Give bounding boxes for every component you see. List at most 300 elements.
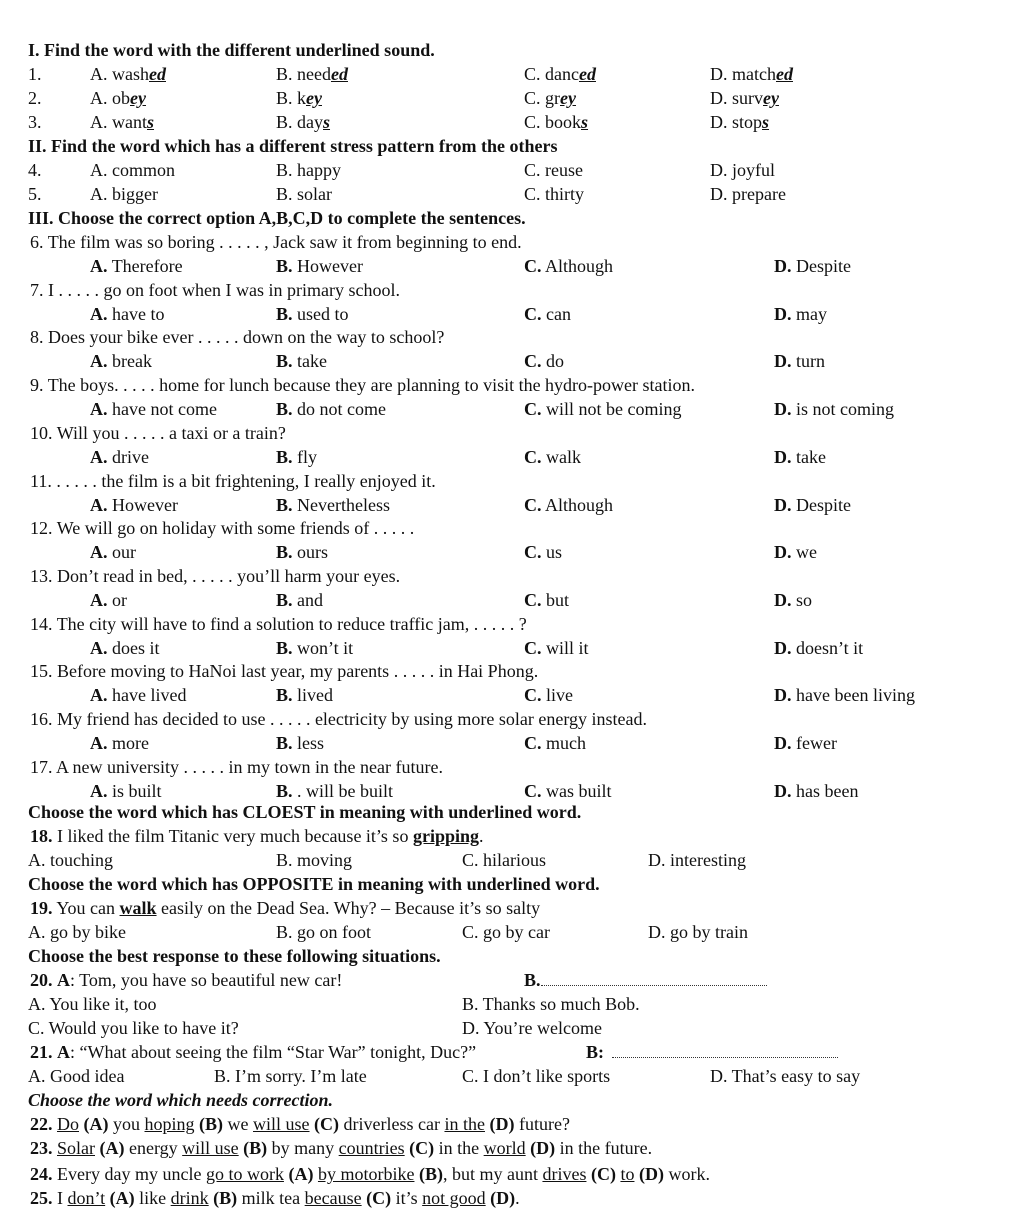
option-text: will it (546, 637, 589, 658)
answer-option-c[interactable]: C. thirty (524, 184, 585, 204)
answer-option-a[interactable]: A. touching (28, 850, 113, 870)
underlined-segment[interactable]: will use (182, 1138, 239, 1158)
question-text (30, 1162, 710, 1186)
option-stem: D. surv (710, 88, 763, 108)
answer-option-d[interactable] (774, 302, 827, 326)
underlined-segment[interactable]: world (483, 1138, 526, 1158)
answer-option-d[interactable] (710, 62, 793, 86)
section-heading (0, 134, 1024, 158)
answer-option-c[interactable]: C. reuse (524, 160, 583, 180)
options-row (0, 254, 1024, 278)
question-text (30, 1040, 476, 1064)
choice-marker: (A) (283, 1164, 314, 1184)
answer-option-a[interactable] (90, 110, 154, 134)
underlined-segment[interactable]: go to work (205, 1164, 284, 1184)
dialogue-line: : Tom, you have so beautiful new car! (70, 970, 343, 990)
question-stem: Will you . . . . . a taxi or a train? (56, 422, 286, 443)
options-row (0, 445, 1024, 469)
option-stem: D. stop (710, 112, 763, 132)
option-letter: D. (774, 399, 792, 420)
answer-option-b[interactable]: B. I’m sorry. I’m late (214, 1066, 367, 1086)
option-text: our (112, 542, 136, 563)
speaker-label: A (57, 970, 70, 990)
option-text: walk (546, 446, 581, 467)
option-letter: A. (90, 589, 108, 610)
option-stem: B. day (276, 112, 323, 132)
underlined-sound: ey (306, 88, 322, 108)
option-letter: C. (524, 351, 542, 372)
option-stem: B. need (276, 64, 331, 84)
underlined-segment[interactable]: don’t (67, 1188, 106, 1208)
options-row (0, 493, 1024, 517)
question-stem: The film was so boring . . . . . , Jack saw it from beginning to end. (47, 232, 522, 252)
answer-blank[interactable] (612, 1041, 838, 1058)
answer-option-c[interactable] (524, 254, 613, 278)
answer-option-b[interactable] (276, 445, 317, 469)
answer-option-b[interactable] (276, 110, 330, 134)
answer-option-a[interactable] (90, 62, 166, 86)
answer-option-c[interactable] (524, 540, 562, 564)
question-stem-line (0, 421, 1024, 445)
option-text: do not come (297, 399, 386, 420)
answer-option-d[interactable] (710, 86, 779, 110)
option-letter: D. (774, 446, 792, 467)
option-text: However (297, 256, 363, 276)
option-text: more (112, 733, 149, 753)
section-heading (0, 1088, 1024, 1112)
underlined-sound: ey (763, 88, 779, 108)
question-stem: The city will have to find a solution to reduce traffic jam, . . . . . ? (56, 613, 527, 634)
question-text (30, 612, 527, 636)
option-letter: D. (774, 733, 792, 753)
underlined-segment[interactable]: in the (444, 1114, 485, 1134)
option-text: Although (545, 494, 614, 515)
underlined-sound: ed (149, 64, 166, 84)
answer-option-a[interactable] (90, 540, 136, 564)
section-heading: Choose the word which has CLOEST in meaning with underlined word. (28, 802, 582, 822)
question-stem-end: easily on the Dead Sea. Why? – Because it’s so salty (156, 898, 541, 918)
sentence-text: you (108, 1114, 145, 1134)
question-stem: . . . . . the film is a bit frightening, I really enjoyed it. (56, 470, 436, 491)
answer-option-c[interactable] (524, 302, 571, 326)
underlined-sound: s (323, 112, 331, 132)
answer-option-a[interactable]: A. go by bike (28, 922, 126, 942)
choice-marker: (D) (485, 1188, 516, 1208)
option-stem: A. want (90, 112, 147, 132)
question-text (30, 278, 400, 302)
question-stem-line (0, 968, 1024, 992)
answer-option-d[interactable] (774, 683, 915, 707)
answer-option-a[interactable] (90, 302, 164, 326)
question-number: 12. (30, 518, 53, 539)
option-stem: C. book (524, 112, 582, 132)
option-text: drive (112, 446, 149, 467)
options-row (0, 588, 1024, 612)
question-stem-line (0, 516, 1024, 540)
option-letter: A. (90, 685, 108, 706)
answer-option-b[interactable] (276, 397, 386, 421)
option-text: have not come (112, 399, 217, 420)
answer-option-c[interactable] (524, 445, 581, 469)
option-text: has been (796, 780, 859, 801)
option-text: fewer (796, 733, 837, 753)
option-letter: C. (524, 399, 542, 420)
answer-option-d[interactable] (774, 731, 837, 755)
question-stem-line (0, 373, 1024, 397)
answer-option-d[interactable]: D. go by train (648, 922, 748, 942)
choice-marker: (A) (105, 1188, 135, 1208)
option-text: live (546, 685, 573, 706)
option-stem: A. ob (90, 88, 130, 108)
option-letter: B. (276, 446, 293, 467)
option-stem: B. k (276, 88, 307, 108)
option-text: so (796, 589, 813, 610)
underlined-word: gripping (412, 826, 479, 846)
answer-blank[interactable] (541, 969, 767, 986)
option-text: Although (545, 256, 614, 276)
answer-option-a[interactable] (90, 254, 183, 278)
option-text: will not be coming (546, 399, 682, 420)
answer-option-d[interactable] (774, 588, 812, 612)
options-row (0, 992, 1024, 1016)
question-stem-line (0, 612, 1024, 636)
option-letter: A. (90, 399, 108, 420)
answer-option-c[interactable] (524, 683, 573, 707)
underlined-sound: s (147, 112, 155, 132)
underlined-sound: ey (560, 88, 576, 108)
underlined-sound: ey (130, 88, 146, 108)
question-text (30, 373, 695, 397)
question-stem-line (0, 896, 1024, 920)
sentence-text: milk tea (237, 1188, 305, 1208)
question-text (30, 707, 647, 731)
answer-option-a[interactable] (90, 493, 178, 517)
option-text: and (297, 589, 324, 610)
section-heading-7: Choose the word which needs correction. (28, 1090, 334, 1110)
answer-option-d[interactable]: D. joyful (710, 160, 775, 180)
underlined-segment[interactable]: drives (542, 1164, 587, 1184)
answer-option-b[interactable]: B. go on foot (276, 922, 372, 942)
answer-option-c[interactable] (524, 349, 564, 373)
answer-option-a[interactable] (90, 349, 152, 373)
question-row (0, 158, 1024, 182)
answer-option-b[interactable]: B. happy (276, 160, 341, 180)
section-heading-6: Choose the best response to these following situations. (28, 946, 441, 966)
sentence-text: driverless car (339, 1114, 445, 1134)
option-letter: A. (90, 351, 108, 372)
answer-option-b[interactable] (276, 636, 353, 660)
option-text: or (112, 589, 127, 610)
question-stem: Don’t read in bed, . . . . . you’ll harm your eyes. (57, 565, 401, 586)
underlined-segment[interactable]: hoping (144, 1114, 195, 1134)
answer-option-a[interactable] (90, 731, 149, 755)
section-heading (0, 944, 1024, 968)
answer-option-d[interactable] (774, 397, 894, 421)
underlined-segment[interactable]: will use (253, 1114, 310, 1134)
answer-option-d[interactable] (774, 445, 826, 469)
question-stem: I liked the film Titanic very much because it’s so (57, 826, 413, 846)
option-letter: A. (90, 780, 108, 801)
question-number: 4. (28, 160, 42, 180)
option-text: Therefore (111, 256, 183, 276)
answer-option-d[interactable]: D. interesting (648, 850, 746, 870)
section-heading-1: I. Find the word with the different underlined sound. (28, 40, 435, 60)
question-stem-line (0, 1186, 1024, 1210)
question-stem-line (0, 469, 1024, 493)
question-number: 7. (30, 279, 44, 300)
choice-marker: (C) (404, 1138, 435, 1158)
answer-option-d[interactable]: D. prepare (710, 184, 786, 204)
answer-option-d[interactable]: D. That’s easy to say (710, 1066, 861, 1086)
question-text (30, 516, 414, 540)
answer-option-a[interactable] (90, 683, 186, 707)
question-number: 15. (30, 661, 53, 682)
option-letter: C. (524, 494, 542, 515)
question-stem-line (0, 1040, 1024, 1064)
option-letter: C. (524, 256, 542, 276)
choice-marker: (C) (586, 1164, 616, 1184)
underlined-segment[interactable]: by motorbike (317, 1164, 415, 1184)
question-stem-line (0, 1136, 1024, 1160)
sentence-text: I (57, 1188, 68, 1208)
underlined-segment[interactable]: Solar (57, 1138, 95, 1158)
option-text: does it (112, 637, 160, 658)
option-text: turn (796, 351, 825, 372)
options-row (0, 1016, 1024, 1040)
question-text (30, 1186, 520, 1210)
question-stem: The boys. . . . . home for lunch because they are planning to visit the hydro-power station. (47, 375, 696, 396)
question-stem-line (0, 755, 1024, 779)
question-number: 9. (30, 375, 44, 396)
choice-marker: (C) (361, 1188, 392, 1208)
sentence-text: it’s (391, 1188, 423, 1208)
underlined-word: walk (119, 898, 157, 918)
answer-option-b[interactable] (276, 254, 363, 278)
question-number: 5. (28, 184, 42, 204)
question-stem-line (0, 659, 1024, 683)
option-letter: B. (276, 256, 293, 276)
choice-marker: (B) (238, 1138, 268, 1158)
answer-option-a[interactable] (90, 86, 146, 110)
question-row (0, 62, 1024, 86)
answer-option-b[interactable] (276, 62, 348, 86)
answer-option-b[interactable] (276, 302, 349, 326)
answer-option-d[interactable] (774, 349, 825, 373)
option-letter: D. (774, 685, 792, 706)
question-stem-line (0, 1112, 1024, 1136)
underlined-segment[interactable]: because (304, 1188, 362, 1208)
options-row (0, 540, 1024, 564)
section-heading-3: III. Choose the correct option A,B,C,D to complete the sentences. (28, 208, 526, 228)
option-text: used to (297, 303, 349, 324)
section-heading: Choose the word which has OPPOSITE in meaning with underlined word. (28, 874, 600, 894)
option-letter: C. (524, 542, 542, 563)
question-number: 14. (30, 613, 53, 634)
answer-option-c[interactable] (524, 397, 681, 421)
dialogue-line: : “What about seeing the film “Star War” tonight, Duc?” (70, 1042, 477, 1062)
question-text (30, 1136, 652, 1160)
option-text: is not coming (796, 399, 894, 420)
option-letter: D. (774, 256, 792, 276)
answer-option-c[interactable]: C. I don’t like sports (462, 1066, 611, 1086)
answer-option-d[interactable] (774, 636, 863, 660)
option-letter: A. (90, 256, 108, 276)
sentence-text: by many (267, 1138, 339, 1158)
answer-option-d[interactable] (774, 254, 851, 278)
answer-option-b[interactable] (276, 540, 328, 564)
answer-option-d[interactable]: D. You’re welcome (462, 1018, 602, 1038)
answer-option-b[interactable] (276, 683, 333, 707)
choice-marker: (A) (79, 1114, 109, 1134)
answer-option-a[interactable]: A. You like it, too (28, 994, 157, 1014)
answer-option-a[interactable] (90, 445, 149, 469)
question-stem-line (0, 707, 1024, 731)
answer-option-a[interactable]: A. Good idea (28, 1066, 125, 1086)
question-number: 8. (30, 327, 44, 348)
option-text: we (796, 542, 817, 563)
options-row (0, 302, 1024, 326)
option-text: have lived (112, 685, 187, 706)
options-row (0, 920, 1024, 944)
option-letter: D. (774, 589, 792, 610)
answer-option-b[interactable]: B. moving (276, 850, 353, 870)
underlined-sound: s (762, 112, 770, 132)
sentence-text: like (134, 1188, 171, 1208)
question-row (0, 110, 1024, 134)
question-number: 19. (30, 898, 53, 918)
underlined-sound: ed (330, 64, 348, 84)
answer-option-c[interactable] (524, 493, 613, 517)
question-stem-line (0, 325, 1024, 349)
answer-option-b[interactable] (276, 731, 324, 755)
answer-option-c[interactable] (524, 588, 569, 612)
answer-option-a[interactable] (90, 397, 217, 421)
option-letter: D. (774, 494, 792, 515)
option-text: us (546, 542, 563, 563)
option-text: is built (112, 780, 162, 801)
answer-option-c[interactable] (524, 636, 589, 660)
answer-option-c[interactable]: C. hilarious (462, 850, 546, 870)
answer-option-c[interactable]: C. Would you like to have it? (28, 1018, 239, 1038)
answer-option-b[interactable]: B. Thanks so much Bob. (462, 994, 640, 1014)
choice-marker: (C) (309, 1114, 340, 1134)
question-stem: Does your bike ever . . . . . down on the way to school? (48, 327, 445, 348)
answer-option-c[interactable] (524, 62, 596, 86)
underlined-segment[interactable]: drink (170, 1188, 209, 1208)
question-text (30, 421, 286, 445)
question-number: 2. (28, 88, 42, 108)
section-heading (0, 38, 1024, 62)
option-letter: B. (276, 303, 293, 324)
answer-option-c[interactable]: C. go by car (462, 922, 550, 942)
question-number: 24. (30, 1164, 53, 1184)
answer-option-b[interactable] (276, 493, 390, 517)
option-letter: D. (774, 351, 792, 372)
option-text: much (546, 733, 586, 753)
option-letter: B. (276, 399, 293, 420)
question-number: 11. (30, 470, 52, 491)
option-letter: D. (774, 780, 792, 801)
options-row (0, 848, 1024, 872)
option-text: lived (297, 685, 334, 706)
question-text (30, 325, 444, 349)
question-text (30, 755, 443, 779)
option-letter: A. (90, 733, 108, 753)
option-letter: B. (276, 589, 293, 610)
answer-option-a[interactable]: A. common (90, 160, 175, 180)
underlined-segment[interactable]: to (620, 1164, 635, 1184)
option-letter: C. (524, 780, 542, 801)
options-row (0, 683, 1024, 707)
answer-option-b[interactable]: B. solar (276, 184, 332, 204)
response-label: B. (524, 970, 541, 990)
section-heading (0, 206, 1024, 230)
answer-option-d[interactable] (774, 493, 851, 517)
answer-option-b[interactable] (276, 588, 323, 612)
response-blank (586, 1040, 838, 1064)
choice-marker: (D) (525, 1138, 556, 1158)
option-letter: B. (276, 685, 293, 706)
answer-option-c[interactable] (524, 731, 586, 755)
question-stem-line (0, 1162, 1024, 1186)
answer-option-a[interactable]: A. bigger (90, 184, 158, 204)
answer-option-b[interactable] (276, 86, 322, 110)
response-label: B: (586, 1042, 604, 1062)
choice-marker: (B) (414, 1164, 443, 1184)
answer-option-d[interactable] (774, 540, 817, 564)
question-stem: A new university . . . . . in my town in the near future. (56, 756, 443, 777)
question-text (30, 564, 400, 588)
option-letter: D. (774, 303, 792, 324)
option-text: take (297, 351, 327, 372)
question-text (30, 659, 538, 683)
sentence-text: Every day my uncle (57, 1164, 206, 1184)
sentence-text: in the future. (555, 1138, 653, 1158)
question-number: 25. (30, 1188, 53, 1208)
option-text: . will be built (297, 780, 394, 801)
question-number: 17. (30, 756, 53, 777)
option-text: do (546, 351, 564, 372)
question-stem: You can (56, 898, 120, 918)
answer-option-c[interactable] (524, 86, 576, 110)
answer-option-b[interactable] (276, 349, 327, 373)
sentence-text: we (223, 1114, 254, 1134)
question-number: 18. (30, 826, 53, 846)
section-heading-2: II. Find the word which has a different stress pattern from the others (28, 136, 558, 156)
question-stem-line (0, 278, 1024, 302)
sentence-text: in the (434, 1138, 484, 1158)
underlined-segment[interactable]: not good (422, 1188, 486, 1208)
answer-option-c[interactable] (524, 110, 588, 134)
underlined-segment[interactable]: countries (338, 1138, 405, 1158)
option-letter: C. (524, 303, 542, 324)
answer-option-a[interactable] (90, 588, 127, 612)
answer-option-d[interactable] (710, 110, 769, 134)
underlined-segment[interactable]: Do (57, 1114, 79, 1134)
option-text: take (796, 446, 826, 467)
speaker-label: A (57, 1042, 70, 1062)
option-letter: A. (90, 637, 108, 658)
option-text: Nevertheless (297, 494, 390, 515)
option-text: have to (112, 303, 165, 324)
answer-option-a[interactable] (90, 636, 160, 660)
question-stem: I . . . . . go on foot when I was in primary school. (48, 279, 400, 300)
question-stem-line (0, 230, 1024, 254)
option-text: ours (297, 542, 329, 563)
options-row (0, 349, 1024, 373)
question-text (30, 968, 342, 992)
options-row (0, 1064, 1024, 1088)
